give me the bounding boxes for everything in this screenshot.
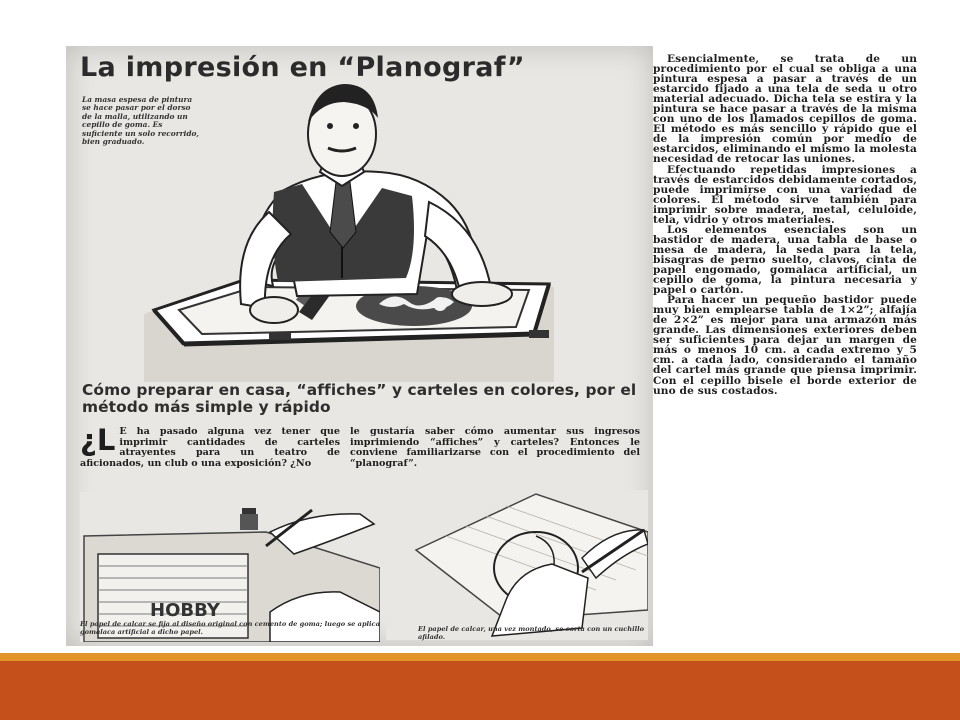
top-caption: La masa espesa de pintura se hace pasar por el dorso de la malla, utilizando un cepillo de goma. Es suficiente un solo recorrido, bien graduado. — [82, 95, 199, 147]
right-paragraph-1: Esencialmente, se trata de un procedimiento por el cual se obliga a una pintura espesa a pasar a través de un estarcido fijado a una tela de seda u otro material adecuado. Dicha tela se estira y la pintura se hace pasar a través de la misma con uno de los llamados cepillos de goma. El método es más sencillo y rápido que el de la impresión común por medio de estarcidos, eliminando el mismo la molesta necesidad de retocar las uniones. — [653, 53, 917, 166]
right-paragraph-2: Efectuando repetidas impresiones a través de estarcidos debidamente cortados, puede imprimirse con una variedad de colores. El método sirve también para imprimir sobre madera, metal, celuloide, tela, vidrio y otros materiales. — [653, 163, 917, 226]
body-left-column — [80, 423, 340, 469]
scanned-article — [66, 46, 653, 646]
body-left-text: E ha pasado alguna vez tener que imprimir cantidades de carteles atrayentes para un teatro de aficionados, un club o una exposición? ¿No — [80, 426, 340, 469]
footer-accent-line — [0, 653, 960, 661]
dropcap: ¿L — [80, 423, 116, 457]
right-column-text — [653, 54, 917, 396]
right-paragraph-4: Para hacer un pequeño bastidor puede muy bien emplearse tabla de 1×2”; alfajía de 2×2” es mejor para una armazón más grande. Las dimensiones exteriores deben ser suficientes para dejar un margen de más o menos 10 cm. a cada extremo y 5 cm. a cada lado, considerando el tamaño del cartel más grande que piensa imprimir. Con el cepillo bisele el borde exterior de uno de sus costados. — [653, 294, 917, 397]
bottom-left-caption: El papel de calcar se fija al diseño original con cemento de goma; luego se aplica gomalaca artificial a dicho papel. — [80, 620, 380, 636]
right-paragraph-3: Los elementos esenciales son un bastidor de madera, una tabla de base o mesa de madera, la seda para la tela, bisagras de perno suelto, clavos, cinta de papel engomado, gomalaca artificial, un cepillo de goma, la pintura necesaria y papel o cartón. — [653, 223, 917, 297]
article-subheading: Cómo preparar en casa, “affiches” y carteles en colores, por el método más simple y rápido — [82, 381, 637, 416]
article-title: La impresión en “Planograf” — [80, 52, 525, 83]
body-middle-column: le gustaría saber cómo aumentar sus ingresos imprimiendo “affiches” y carteles? Entonces le conviene familiarizarse con el procedimiento del “planograf”. — [350, 426, 640, 469]
bottom-right-caption: El papel de calcar, una vez montado, se corta con un cuchillo afilado. — [418, 625, 645, 641]
cutting-knife-illustration — [386, 490, 648, 640]
man-printing-illustration — [124, 82, 614, 382]
poster-hobby-text: HOBBY — [150, 600, 220, 621]
footer-band — [0, 661, 960, 720]
